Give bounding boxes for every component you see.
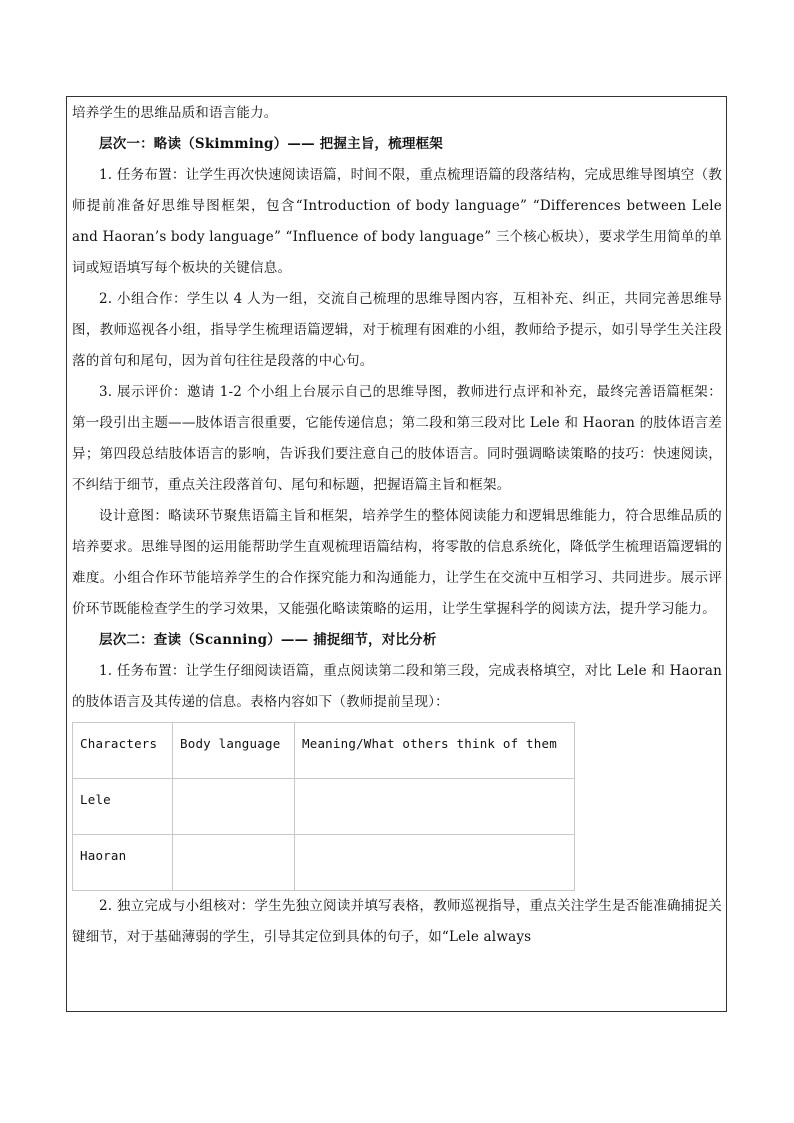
section-heading: 层次一：略读（Skimming）—— 把握主旨，梳理框架 bbox=[99, 136, 443, 152]
paragraphs-bottom bbox=[72, 891, 722, 953]
table-row bbox=[73, 835, 575, 891]
table-cell bbox=[173, 779, 295, 835]
paragraph: 1. 任务布置：让学生再次快速阅读语篇，时间不限，重点梳理语篇的段落结构，完成思维导图填空（教师提前准备好思维导图框架，包含“Introduction of body language” “Differences between Lele and Haoran’s body language” “Influence of body language” 三个核心板块），要求学生用简单的单词或短语填写每个板块的关键信息。 bbox=[72, 167, 722, 276]
table-cell: Lele bbox=[73, 779, 173, 835]
paragraph: 培养学生的思维品质和语言能力。 bbox=[72, 105, 278, 121]
table-cell: Haoran bbox=[73, 835, 173, 891]
paragraph: 设计意图：略读环节聚焦语篇主旨和框架，培养学生的整体阅读能力和逻辑思维能力，符合思维品质的培养要求。思维导图的运用能帮助学生直观梳理语篇结构，将零散的信息系统化，降低学生梳理语篇逻辑的难度。小组合作环节能培养学生的合作探究能力和沟通能力，让学生在交流中互相学习、共同进步。展示评价环节既能检查学生的学习效果，又能强化略读策略的运用，让学生掌握科学的阅读方法，提升学习能力。 bbox=[72, 508, 722, 617]
table-header-cell: Body language bbox=[173, 723, 295, 779]
paragraph: 2. 小组合作：学生以 4 人为一组，交流自己梳理的思维导图内容，互相补充、纠正，共同完善思维导图，教师巡视各小组，指导学生梳理语篇逻辑，对于梳理有困难的小组，教师给予提示，如引导学生关注段落的首句和尾句，因为首句往往是段落的中心句。 bbox=[72, 291, 722, 369]
table-cell bbox=[173, 835, 295, 891]
table-cell bbox=[295, 835, 575, 891]
document-body bbox=[72, 98, 722, 953]
paragraphs-top bbox=[72, 98, 722, 718]
comparison-table bbox=[72, 722, 575, 891]
table-cell bbox=[295, 779, 575, 835]
section-heading: 层次二：查读（Scanning）—— 捕捉细节，对比分析 bbox=[99, 632, 437, 648]
table-header-cell: Characters bbox=[73, 723, 173, 779]
table-row bbox=[73, 779, 575, 835]
table-header-cell: Meaning/What others think of them bbox=[295, 723, 575, 779]
paragraph: 2. 独立完成与小组核对：学生先独立阅读并填写表格，教师巡视指导，重点关注学生是否能准确捕捉关键细节，对于基础薄弱的学生，引导其定位到具体的句子，如“Lele always bbox=[72, 898, 722, 945]
paragraph: 1. 任务布置：让学生仔细阅读语篇，重点阅读第二段和第三段，完成表格填空，对比 Lele 和 Haoran 的肢体语言及其传递的信息。表格内容如下（教师提前呈现）： bbox=[72, 663, 722, 710]
paragraph: 3. 展示评价：邀请 1-2 个小组上台展示自己的思维导图，教师进行点评和补充，最终完善语篇框架：第一段引出主题——肢体语言很重要，它能传递信息；第二段和第三段对比 Lele 和 Haoran 的肢体语言差异；第四段总结肢体语言的影响，告诉我们要注意自己的肢体语言。同时强调略读策略的技巧：快速阅读，不纠结于细节，重点关注段落首句、尾句和标题，把握语篇主旨和框架。 bbox=[72, 384, 722, 493]
table-header-row bbox=[73, 723, 575, 779]
